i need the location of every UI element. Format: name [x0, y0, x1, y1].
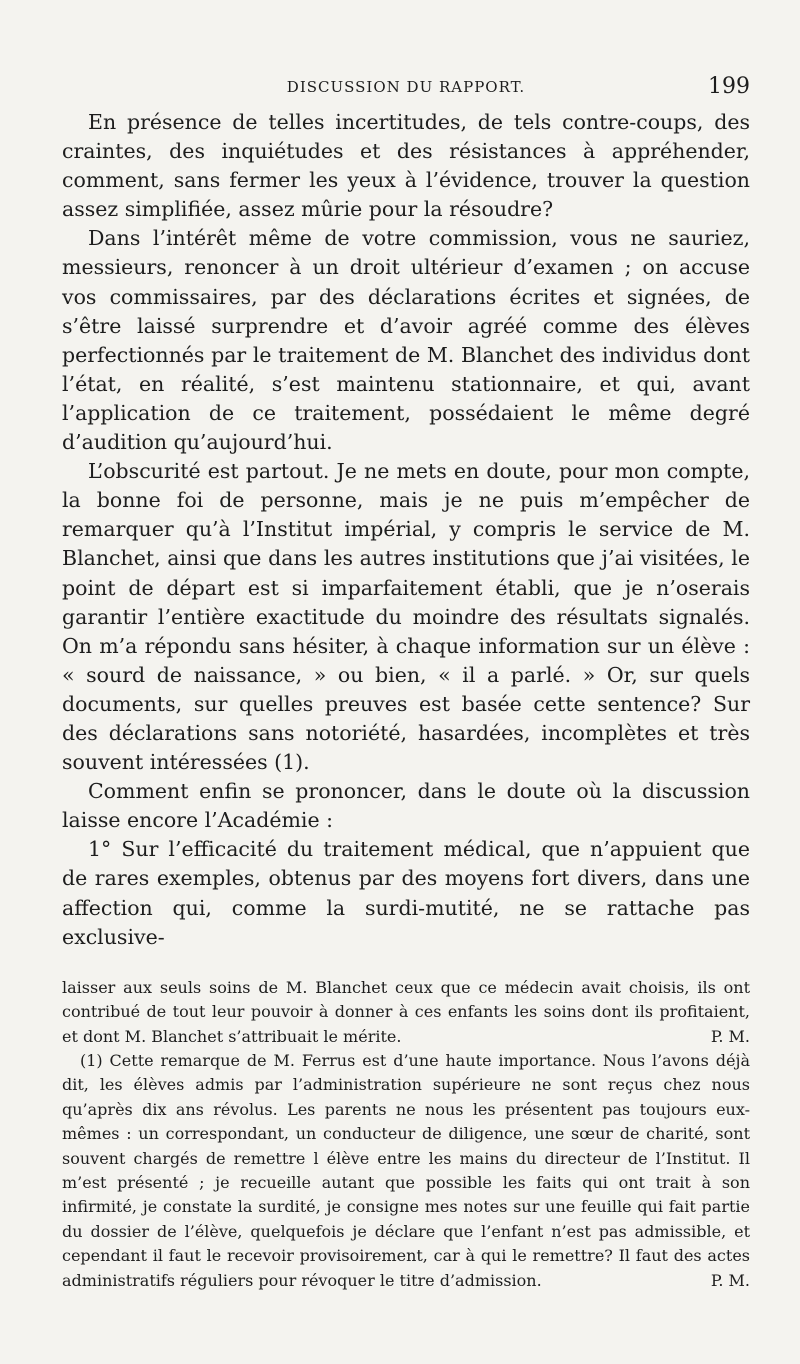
- footnote-continuation: [62, 976, 750, 1049]
- footnote-text: laisser aux seuls soins de M. Blanchet ceux que ce médecin avait choisis, ils ont contribué de tout leur pouvoir à donner à ces enfants les soins dont ils profitaient, et dont M. Blanchet s’attribuait le mérite.: [62, 977, 750, 1046]
- paragraph: L’obscurité est partout. Je ne mets en doute, pour mon compte, la bonne foi de personne, mais je ne puis m’empêcher de remarquer qu’à l’Institut impérial, y compris le service de M. Blanchet, ainsi que dans les autres institutions que j’ai visitées, le point de départ est si imparfaitement établi, que je n’oserais garantir l’entière exactitude du moindre des résultats signalés. On m’a répondu sans hésiter, à chaque information sur un élève : « sourd de naissance, » ou bien, « il a parlé. » Or, sur quels documents, sur quelles preuves est basée cette sentence? Sur des déclarations sans notoriété, hasardées, incomplètes et très souvent intéressées (1).: [62, 459, 750, 775]
- footnote-signature: P. M.: [710, 1026, 750, 1046]
- footnote-1: [62, 1049, 750, 1293]
- running-head-title: DISCUSSION DU RAPPORT.: [286, 78, 526, 96]
- footnote-signature: P. M.: [710, 1270, 750, 1290]
- main-text: [62, 108, 750, 952]
- paragraph: En présence de telles incertitudes, de tels contre-coups, des craintes, des inquiétudes et des résistances à appréhender, comment, sans fermer les yeux à l’évidence, trouver la question assez simplifiée, assez mûrie pour la résoudre?: [62, 110, 750, 222]
- paragraph: Comment enfin se prononcer, dans le doute où la discussion laisse encore l’Académie :: [62, 779, 750, 833]
- running-head: [62, 74, 750, 108]
- footnote-text: (1) Cette remarque de M. Ferrus est d’une haute importance. Nous l’avons déjà dit, les élèves admis par l’administration supérieure ne sont reçus chez nous qu’après dix ans révolus. Les parents ne nous les présentent pas toujours eux-mêmes : un correspondant, un conducteur de diligence, une sœur de charité, sont souvent chargés de remettre l élève entre les mains du directeur de l’Institut. Il m’est présenté ; je recueille autant que possible les faits qui ont trait à son infirmité, je constate la surdité, je consigne mes notes sur une feuille qui fait partie du dossier de l’élève, quelquefois je déclare que l’enfant n’est pas admissible, et cependant il faut le recevoir provisoirement, car à qui le remettre? Il faut des actes administratifs réguliers pour révoquer le titre d’admission.: [62, 1050, 750, 1290]
- page-number: 199: [708, 74, 750, 99]
- paragraph: 1° Sur l’efficacité du traitement médical, que n’appuient que de rares exemples, obtenus par des moyens fort divers, dans une affection qui, comme la surdi-mutité, ne se rattache pas exclusive-: [62, 837, 750, 949]
- footnotes: [62, 976, 750, 1293]
- paragraph: Dans l’intérêt même de votre commission, vous ne sauriez, messieurs, renoncer à un droit ultérieur d’examen ; on accuse vos commissaires, par des déclarations écrites et signées, de s’être laissé surprendre et d’avoir agréé comme des élèves perfectionnés par le traitement de M. Blanchet des individus dont l’état, en réalité, s’est maintenu stationnaire, et qui, avant l’application de ce traitement, possédaient le même degré d’audition qu’aujourd’hui.: [62, 226, 750, 455]
